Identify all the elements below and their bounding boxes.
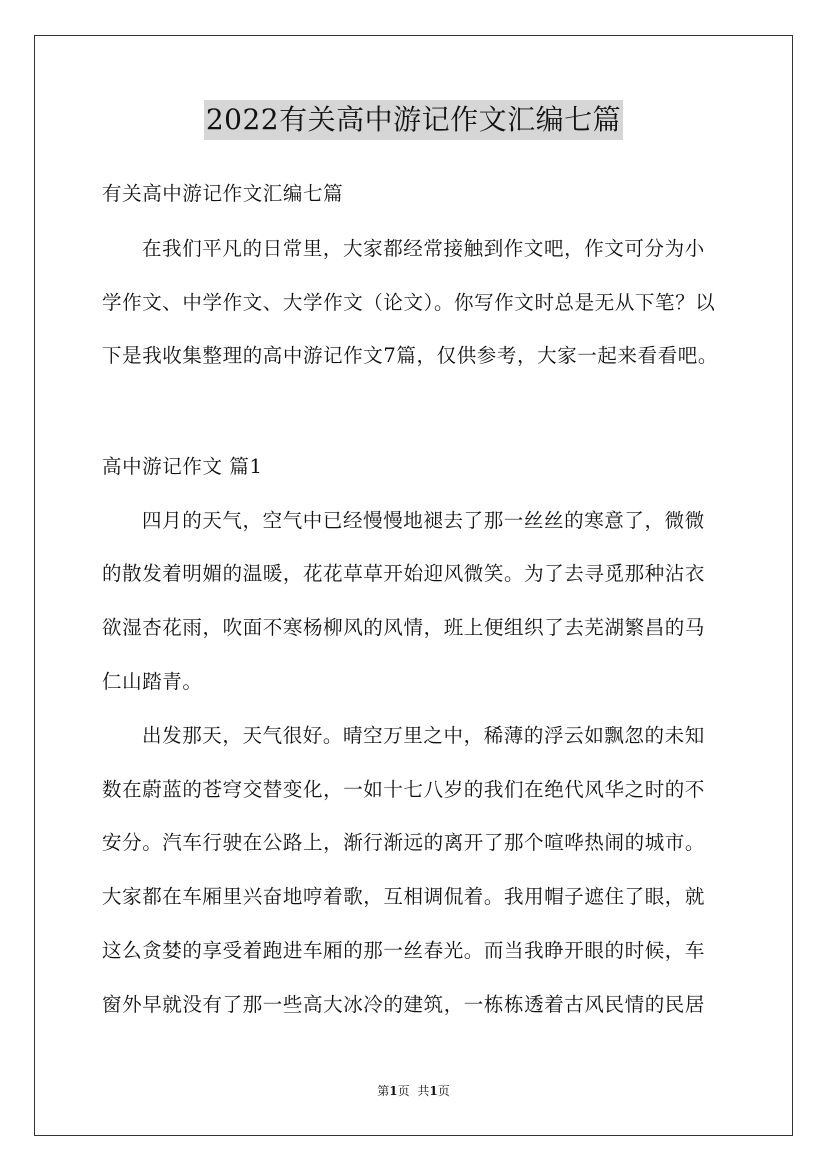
document-subtitle: 有关高中游记作文汇编七篇 [102,182,344,205]
title-container [0,100,827,140]
para1-line-4: 仁山踏青。 [102,670,203,693]
para2-line-1: 出发那天，天气很好。晴空万里之中，稀薄的浮云如飘忽的未知 [142,724,705,747]
footer-page-number: 1 [389,1084,398,1098]
footer-page-suffix: 页 [397,1084,410,1098]
para2-line-3: 安分。汽车行驶在公路上，渐行渐远的离开了那个喧哗热闹的城市。 [102,831,706,854]
footer-total-suffix: 页 [437,1084,450,1098]
document-title: 2022有关高中游记作文汇编七篇 [204,100,623,140]
intro-line-3: 下是我收集整理的高中游记作文7篇，仅供参考，大家一起来看看吧。 [102,344,719,367]
para1-line-1: 四月的天气，空气中已经慢慢地褪去了那一丝丝的寒意了，微微 [142,509,705,532]
footer-page-prefix: 第 [377,1084,390,1098]
footer-total-number: 1 [429,1084,438,1098]
para2-line-6: 窗外早就没有了那一些高大冰冷的建筑，一栋栋透着古风民情的民居 [102,993,706,1016]
para2-line-2: 数在蔚蓝的苍穹交替变化，一如十七八岁的我们在绝代风华之时的不 [102,778,706,801]
para2-line-4: 大家都在车厢里兴奋地哼着歌，互相调侃着。我用帽子遮住了眼，就 [102,885,706,908]
footer-total-prefix: 共 [417,1084,430,1098]
intro-line-2: 学作文、中学作文、大学作文（论文）。你写作文时总是无从下笔？以 [102,291,716,314]
page-footer [0,1082,827,1100]
intro-line-1: 在我们平凡的日常里，大家都经常接触到作文吧，作文可分为小 [142,237,705,260]
para2-line-5: 这么贪婪的享受着跑进车厢的那一丝春光。而当我睁开眼的时候，车 [102,939,706,962]
section-heading: 高中游记作文 篇1 [102,455,263,478]
para1-line-2: 的散发着明媚的温暖，花花草草开始迎风微笑。为了去寻觅那种沾衣 [102,562,706,585]
para1-line-3: 欲湿杏花雨，吹面不寒杨柳风的风情，班上便组织了去芜湖繁昌的马 [102,616,706,639]
